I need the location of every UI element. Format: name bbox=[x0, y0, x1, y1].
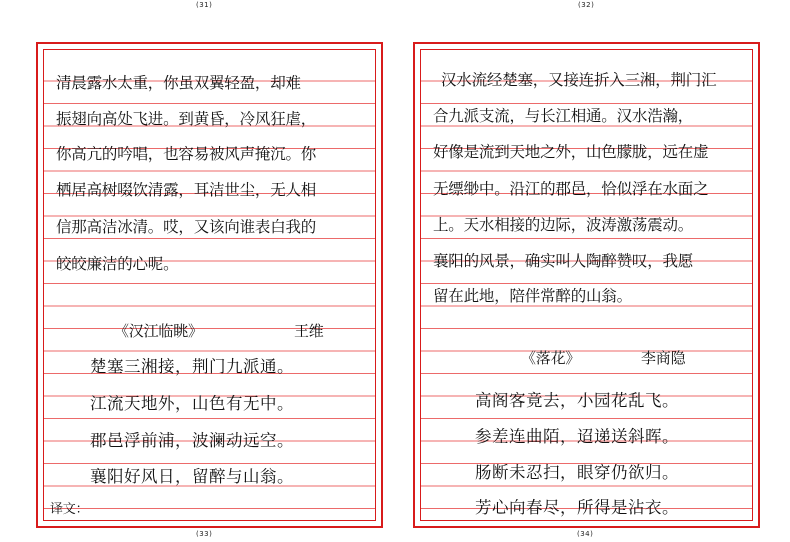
left-prose-line-4: 栖居高树啜饮清露，耳洁世尘，无人相 bbox=[56, 181, 317, 199]
page-number-top-left: (31) bbox=[196, 1, 213, 9]
right-prose-line-3: 好像是流到天地之外，山色朦胧，远在虚 bbox=[433, 143, 709, 161]
left-prose-line-3: 你高亢的吟唱，也容易被风声掩沉。你 bbox=[56, 145, 317, 163]
translation-label: 译文： bbox=[50, 502, 89, 517]
right-poem-line-1: 高阁客竟去，小园花乱飞。 bbox=[475, 391, 679, 410]
right-page bbox=[413, 42, 760, 528]
right-prose-line-5: 上。天水相接的边际，波涛激荡震动。 bbox=[433, 216, 694, 234]
left-poem-author: 王维 bbox=[294, 322, 324, 340]
right-prose-line-6: 襄阳的风景，确实叫人陶醉赞叹，我愿 bbox=[433, 252, 694, 270]
left-poem-line-1: 楚塞三湘接，荆门九派通。 bbox=[90, 357, 294, 376]
right-poem-title: 《落花》 bbox=[521, 349, 581, 367]
right-poem-line-3: 肠断未忍扫，眼穿仍欲归。 bbox=[475, 463, 679, 482]
left-prose-line-5: 信那高洁冰清。哎，又该向谁表白我的 bbox=[56, 218, 317, 236]
page-number-bottom-left: (33) bbox=[196, 530, 213, 538]
page-number-top-right: (32) bbox=[578, 1, 595, 9]
left-poem-line-3: 郡邑浮前浦，波澜动远空。 bbox=[90, 431, 294, 450]
left-poem-line-2: 江流天地外，山色有无中。 bbox=[90, 394, 294, 413]
right-prose-line-4: 无缥缈中。沿江的郡邑，恰似浮在水面之 bbox=[433, 180, 709, 198]
left-poem-title: 《汉江临眺》 bbox=[114, 322, 203, 340]
left-poem-line-4: 襄阳好风日，留醉与山翁。 bbox=[90, 467, 294, 486]
left-prose-line-6: 皎皎廉洁的心呢。 bbox=[56, 255, 179, 273]
right-poem-line-2: 参差连曲陌，迢递送斜晖。 bbox=[475, 427, 679, 446]
right-page-ruled-area bbox=[420, 49, 753, 521]
left-prose-line-2: 振翅向高处飞进。到黄昏，冷风狂虐， bbox=[56, 110, 317, 128]
right-prose-line-1: 汉水流经楚塞，又接连折入三湘，荆门汇 bbox=[441, 71, 717, 89]
left-prose-line-1: 清晨露水太重，你虽双翼轻盈，却难 bbox=[56, 74, 301, 92]
right-prose-line-2: 合九派支流，与长江相通。汉水浩瀚， bbox=[433, 107, 694, 125]
left-page-ruled-area bbox=[43, 49, 376, 521]
right-prose-line-7: 留在此地，陪伴常醉的山翁。 bbox=[433, 287, 632, 305]
right-poem-line-4: 芳心向春尽，所得是沾衣。 bbox=[475, 498, 679, 517]
left-page bbox=[36, 42, 383, 528]
page-number-bottom-right: (34) bbox=[577, 530, 594, 538]
right-poem-author: 李商隐 bbox=[641, 349, 686, 367]
